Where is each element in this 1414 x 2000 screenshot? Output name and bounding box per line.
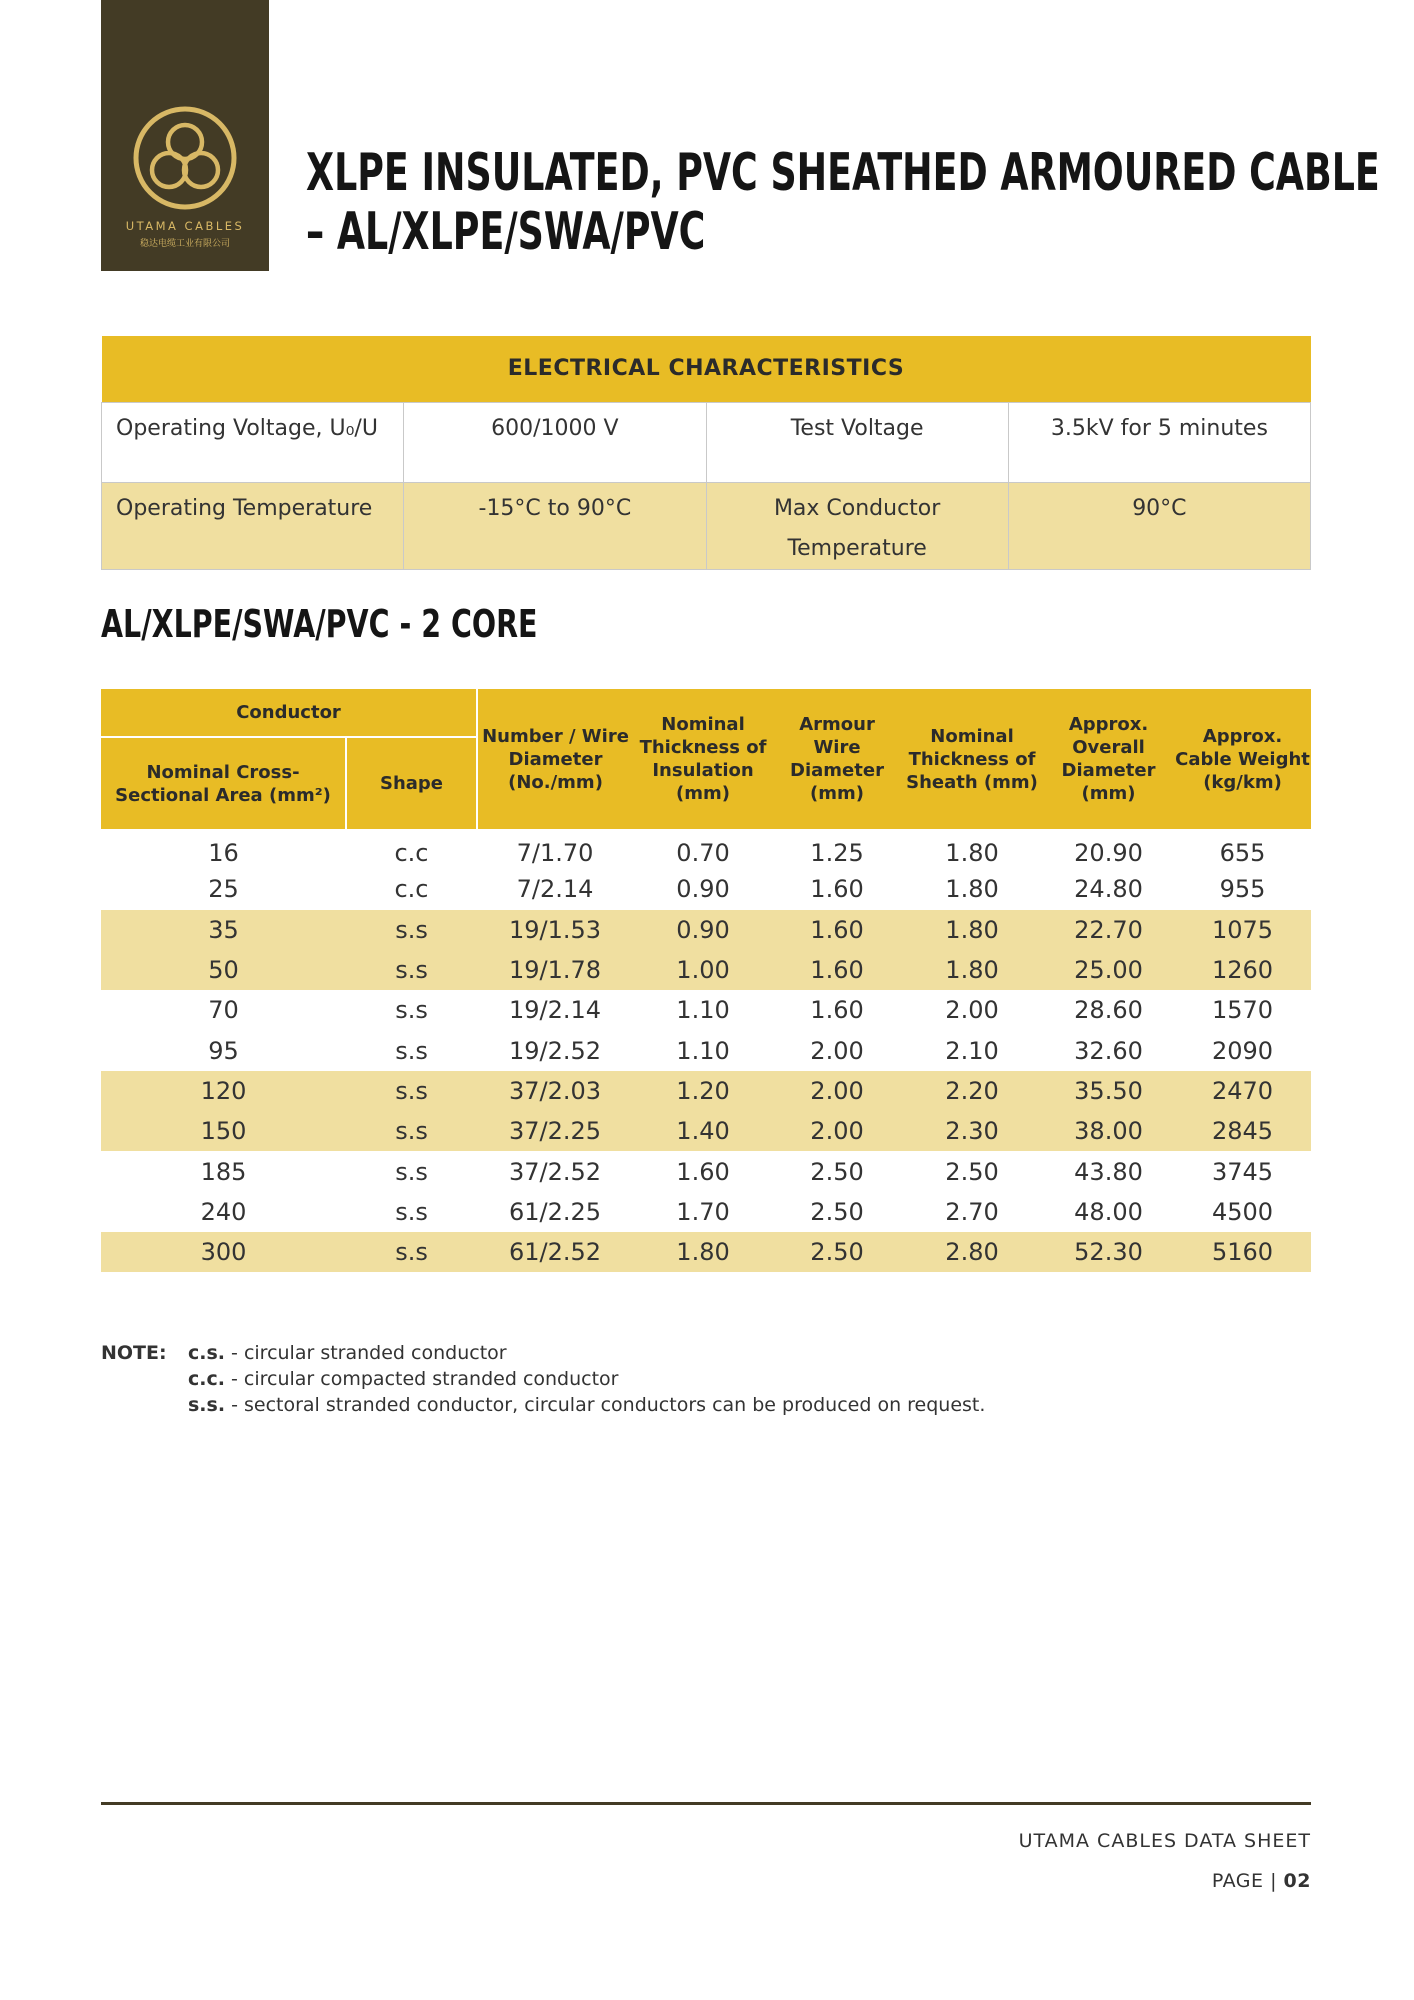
weight-cell: 4500 <box>1211 1197 1274 1226</box>
table-row <box>101 1151 1311 1191</box>
wire-diameter-cell: 7/2.14 <box>516 875 594 904</box>
sheath-cell: 1.80 <box>901 950 1043 990</box>
page-separator: | <box>1270 1870 1277 1892</box>
page-title-line2: – AL/XLPE/SWA/PVC <box>306 202 706 262</box>
column-header: Armour Wire Diameter (mm) <box>773 689 901 829</box>
table-row <box>101 829 1311 869</box>
armour-cell: 2.50 <box>810 1197 864 1226</box>
electrical-value: -15°C to 90°C <box>404 482 706 569</box>
overall-diameter-cell: 35.50 <box>1043 1071 1174 1111</box>
area-cell: 95 <box>208 1036 239 1065</box>
electrical-value: 90°C <box>1008 482 1310 569</box>
area-cell: 240 <box>200 1197 247 1226</box>
area-cell: 70 <box>208 996 239 1025</box>
weight-cell: 955 <box>1219 875 1266 904</box>
table-row <box>101 1192 1311 1232</box>
weight-cell: 5160 <box>1174 1232 1311 1272</box>
sheath-cell: 2.50 <box>945 1157 999 1186</box>
shape-cell: c.c <box>394 839 429 868</box>
sheath-cell: 1.80 <box>901 910 1043 950</box>
note-item <box>188 1366 985 1392</box>
footer-title: UTAMA CABLES DATA SHEET <box>1018 1830 1311 1852</box>
table-row <box>101 1111 1311 1151</box>
shape-cell: s.s <box>395 1197 428 1226</box>
armour-cell: 2.50 <box>773 1232 901 1272</box>
overall-diameter-cell: 32.60 <box>1074 1036 1143 1065</box>
armour-cell: 1.60 <box>810 996 864 1025</box>
shape-cell: s.s <box>346 1111 477 1151</box>
wire-diameter-cell: 7/1.70 <box>516 839 594 868</box>
insulation-cell: 1.70 <box>676 1197 730 1226</box>
table-row <box>101 1232 1311 1272</box>
brand-chinese-name: 稳达电缆工业有限公司 <box>139 239 230 249</box>
wire-diameter-cell: 19/2.14 <box>508 996 602 1025</box>
overall-diameter-cell: 52.30 <box>1043 1232 1174 1272</box>
page-title-line1: XLPE INSULATED, PVC SHEATHED ARMOURED CABLE <box>306 143 1380 203</box>
column-header: Approx. Overall Diameter (mm) <box>1043 689 1174 829</box>
area-cell: 150 <box>101 1111 346 1151</box>
overall-diameter-cell: 48.00 <box>1074 1197 1143 1226</box>
electrical-label: Operating Temperature <box>102 482 404 569</box>
cable-logo-icon <box>131 104 239 212</box>
column-header: Approx. Cable Weight (kg/km) <box>1174 689 1311 829</box>
table-row <box>101 990 1311 1030</box>
area-cell: 185 <box>200 1157 247 1186</box>
shape-cell: s.s <box>346 1071 477 1111</box>
sheath-cell: 1.80 <box>945 875 999 904</box>
armour-cell: 2.00 <box>773 1111 901 1151</box>
column-header: Number / Wire Diameter (No./mm) <box>477 689 633 829</box>
electrical-row <box>102 402 1311 482</box>
note-text: - circular compacted stranded conductor <box>224 1368 619 1390</box>
armour-cell: 2.00 <box>810 1036 864 1065</box>
area-cell: 50 <box>101 950 346 990</box>
weight-cell: 2470 <box>1174 1071 1311 1111</box>
weight-cell: 3745 <box>1211 1157 1274 1186</box>
electrical-label: Test Voltage <box>706 402 1008 482</box>
sheath-cell: 2.70 <box>945 1197 999 1226</box>
armour-cell: 1.60 <box>773 910 901 950</box>
insulation-cell: 1.20 <box>633 1071 773 1111</box>
insulation-cell: 0.90 <box>676 875 730 904</box>
note-text: - sectoral stranded conductor, circular conductors can be produced on request. <box>225 1394 986 1416</box>
insulation-cell: 0.70 <box>676 839 730 868</box>
insulation-cell: 1.60 <box>676 1157 730 1186</box>
weight-cell: 1570 <box>1211 996 1274 1025</box>
footer-page <box>1212 1870 1311 1892</box>
note-abbr: s.s. <box>188 1394 226 1416</box>
shape-cell: s.s <box>395 1036 428 1065</box>
overall-diameter-cell: 28.60 <box>1074 996 1143 1025</box>
electrical-characteristics-table <box>101 336 1311 570</box>
shape-cell: s.s <box>395 1157 428 1186</box>
page-label: PAGE <box>1211 1870 1264 1892</box>
overall-diameter-cell: 38.00 <box>1043 1111 1174 1151</box>
sheath-cell: 2.80 <box>901 1232 1043 1272</box>
sheath-cell: 2.00 <box>945 996 999 1025</box>
insulation-cell: 1.40 <box>633 1111 773 1151</box>
wire-diameter-cell: 19/2.52 <box>508 1036 602 1065</box>
sheath-cell: 1.80 <box>945 839 999 868</box>
section-title: AL/XLPE/SWA/PVC - 2 CORE <box>101 602 538 646</box>
armour-cell: 2.00 <box>773 1071 901 1111</box>
electrical-row <box>102 482 1311 569</box>
weight-cell: 2845 <box>1174 1111 1311 1151</box>
electrical-label: Operating Voltage, U₀/U <box>102 402 404 482</box>
insulation-cell: 1.80 <box>633 1232 773 1272</box>
insulation-cell: 1.10 <box>676 1036 730 1065</box>
wire-diameter-cell: 19/1.78 <box>477 950 633 990</box>
column-header: Nominal Cross-Sectional Area (mm²) <box>101 737 346 829</box>
weight-cell: 655 <box>1219 839 1266 868</box>
armour-cell: 1.60 <box>810 875 864 904</box>
electrical-value: 3.5kV for 5 minutes <box>1008 402 1310 482</box>
note-item <box>188 1392 985 1418</box>
note-abbr: c.s. <box>188 1342 226 1364</box>
overall-diameter-cell: 22.70 <box>1043 910 1174 950</box>
page-number: 02 <box>1283 1870 1311 1892</box>
weight-cell: 2090 <box>1211 1036 1274 1065</box>
area-cell: 35 <box>101 910 346 950</box>
wire-diameter-cell: 61/2.52 <box>477 1232 633 1272</box>
sheath-cell: 2.30 <box>901 1111 1043 1151</box>
electrical-heading: ELECTRICAL CHARACTERISTICS <box>102 336 1311 402</box>
insulation-cell: 1.10 <box>676 996 730 1025</box>
page-title <box>306 143 1380 262</box>
overall-diameter-cell: 25.00 <box>1043 950 1174 990</box>
insulation-cell: 0.90 <box>633 910 773 950</box>
area-cell: 16 <box>208 839 239 868</box>
overall-diameter-cell: 24.80 <box>1074 875 1143 904</box>
overall-diameter-cell: 43.80 <box>1074 1157 1143 1186</box>
note-label: NOTE: <box>101 1342 167 1364</box>
shape-cell: s.s <box>346 1232 477 1272</box>
armour-cell: 2.50 <box>810 1157 864 1186</box>
brand-name: UTAMA CABLES <box>125 219 245 233</box>
wire-diameter-cell: 61/2.25 <box>508 1197 602 1226</box>
overall-diameter-cell: 20.90 <box>1074 839 1143 868</box>
shape-cell: s.s <box>395 996 428 1025</box>
brand-logo-panel <box>101 0 269 271</box>
column-header: Nominal Thickness of Insulation (mm) <box>633 689 773 829</box>
sheath-cell: 2.20 <box>901 1071 1043 1111</box>
column-header: Shape <box>346 737 477 829</box>
shape-cell: c.c <box>394 875 429 904</box>
wire-diameter-cell: 37/2.25 <box>477 1111 633 1151</box>
table-row <box>101 869 1311 909</box>
wire-diameter-cell: 19/1.53 <box>477 910 633 950</box>
table-row <box>101 1030 1311 1070</box>
wire-diameter-cell: 37/2.52 <box>508 1157 602 1186</box>
shape-cell: s.s <box>346 950 477 990</box>
wire-diameter-cell: 37/2.03 <box>477 1071 633 1111</box>
table-row <box>101 950 1311 990</box>
table-row <box>101 910 1311 950</box>
note-text: - circular stranded conductor <box>225 1342 507 1364</box>
area-cell: 300 <box>101 1232 346 1272</box>
area-cell: 25 <box>208 875 239 904</box>
note-abbr: c.c. <box>188 1368 225 1390</box>
area-cell: 120 <box>101 1071 346 1111</box>
electrical-label: Max Conductor Temperature <box>706 482 1008 569</box>
conductor-group-header: Conductor <box>101 689 477 737</box>
insulation-cell: 1.00 <box>633 950 773 990</box>
weight-cell: 1075 <box>1174 910 1311 950</box>
footer-divider <box>101 1802 1311 1805</box>
weight-cell: 1260 <box>1174 950 1311 990</box>
table-row <box>101 1071 1311 1111</box>
electrical-value: 600/1000 V <box>404 402 706 482</box>
column-header: Nominal Thickness of Sheath (mm) <box>901 689 1043 829</box>
shape-cell: s.s <box>346 910 477 950</box>
cable-data-table <box>101 689 1311 1272</box>
armour-cell: 1.25 <box>810 839 864 868</box>
armour-cell: 1.60 <box>773 950 901 990</box>
note-item <box>188 1340 985 1366</box>
sheath-cell: 2.10 <box>945 1036 999 1065</box>
